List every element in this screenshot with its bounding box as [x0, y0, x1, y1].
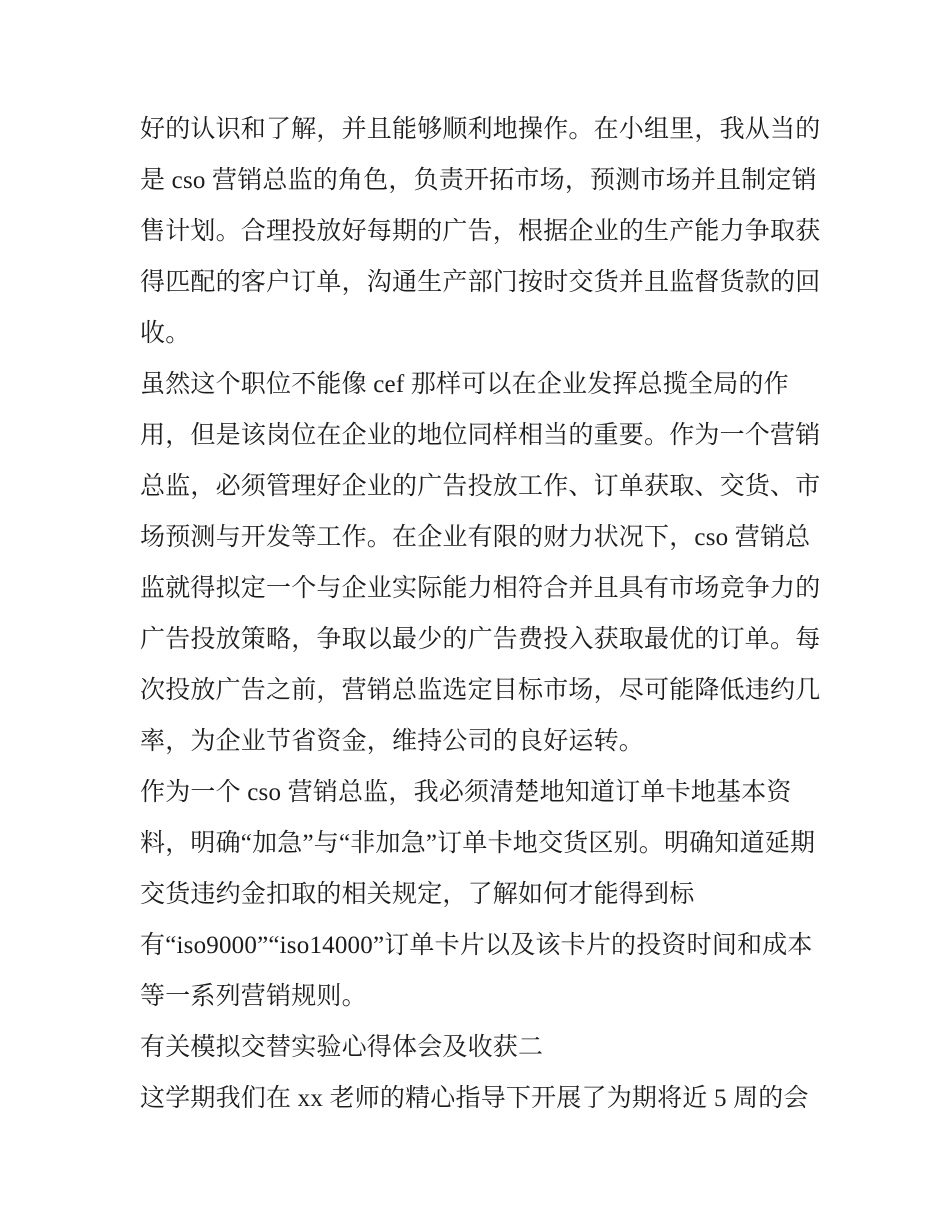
text-line: 监就得拟定一个与企业实际能力相符合并且具有市场竞争力的: [140, 575, 821, 602]
text-line: 广告投放策略，争取以最少的广告费投入获取最优的订单。每: [140, 626, 821, 653]
document-text-block: [140, 104, 830, 1124]
text-line: 这学期我们在 xx 老师的精心指导下开展了为期将近 5 周的会: [140, 1085, 809, 1112]
text-line: 好的认识和了解，并且能够顺利地操作。在小组里，我从当的: [140, 116, 821, 143]
text-line: 售计划。合理投放好每期的广告，根据企业的生产能力争取获: [140, 218, 821, 245]
text-line: 次投放广告之前，营销总监选定目标市场，尽可能降低违约几: [140, 677, 821, 704]
text-line: 虽然这个职位不能像 cef 那样可以在企业发挥总揽全局的作: [140, 371, 789, 398]
text-line: 率，为企业节省资金，维持公司的良好运转。: [140, 728, 645, 755]
text-line: 料，明确“加急”与“非加急”订单卡地交货区别。明确知道延期: [140, 830, 816, 857]
text-line: 是 cso 营销总监的角色，负责开拓市场，预测市场并且制定销: [140, 167, 817, 194]
text-line: 交货违约金扣取的相关规定，了解如何才能得到标: [140, 881, 695, 908]
text-line: 有“iso9000”“iso14000”订单卡片以及该卡片的投资时间和成本: [140, 932, 813, 959]
text-line: 收。: [140, 320, 191, 347]
text-line: 作为一个 cso 营销总监，我必须清楚地知道订单卡地基本资: [140, 779, 792, 806]
text-line: 得匹配的客户订单，沟通生产部门按时交货并且监督货款的回: [140, 269, 821, 296]
text-line: 等一系列营销规则。: [140, 983, 367, 1010]
text-line: 场预测与开发等工作。在企业有限的财力状况下，cso 营销总: [140, 524, 811, 551]
text-line: 总监，必须管理好企业的广告投放工作、订单获取、交货、市: [140, 473, 821, 500]
text-line: 用，但是该岗位在企业的地位同样相当的重要。作为一个营销: [140, 422, 821, 449]
text-line: 有关模拟交替实验心得体会及收获二: [140, 1034, 544, 1061]
